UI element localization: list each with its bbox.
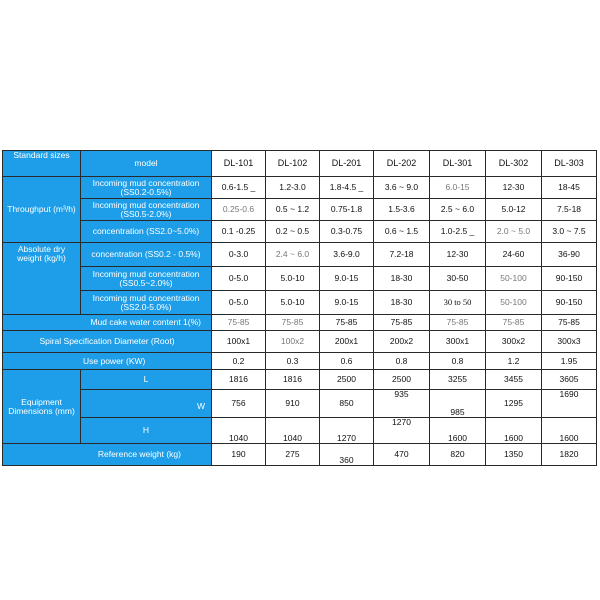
- table-cell: 1600: [542, 418, 597, 444]
- table-row: [3, 331, 597, 353]
- table-cell: 2500: [320, 370, 374, 390]
- table-cell: 0.5 ~ 1.2: [266, 199, 320, 221]
- table-cell: 2500: [374, 370, 430, 390]
- table-cell: 75-85: [212, 315, 266, 331]
- table-cell: 985: [430, 390, 486, 418]
- table-cell: 1.2: [486, 353, 542, 370]
- table-cell: 0.3-0.75: [320, 221, 374, 243]
- table-cell: 12-30: [486, 177, 542, 199]
- table-cell: 1816: [212, 370, 266, 390]
- row-label: Incoming mud concentration (SS0.5-2.0%): [81, 199, 212, 221]
- table-cell: 0.75-1.8: [320, 199, 374, 221]
- dimensions-group-label: Equipment Dimensions (mm): [3, 370, 81, 444]
- table-cell: 100x1: [212, 331, 266, 353]
- table-cell: 1600: [430, 418, 486, 444]
- model-header-cell: DL-101: [212, 151, 266, 177]
- model-header-cell: DL-202: [374, 151, 430, 177]
- table-cell: 1600: [486, 418, 542, 444]
- table-cell: 7.5-18: [542, 199, 597, 221]
- header-row: [3, 151, 597, 177]
- table-cell: 0.2 ~ 0.5: [266, 221, 320, 243]
- table-row: [3, 291, 597, 315]
- table-cell: 75-85: [430, 315, 486, 331]
- table-row: [3, 315, 597, 331]
- table-cell: 1.95: [542, 353, 597, 370]
- table-cell: 910: [266, 390, 320, 418]
- table-cell: 100x2: [266, 331, 320, 353]
- table-cell: 50-100: [486, 291, 542, 315]
- table-cell: 5.0-10: [266, 267, 320, 291]
- table-cell: 360: [320, 444, 374, 466]
- table-cell: 300x1: [430, 331, 486, 353]
- row-label: Reference weight (kg): [3, 444, 212, 466]
- table-cell: 1.2-3.0: [266, 177, 320, 199]
- model-header-cell: DL-301: [430, 151, 486, 177]
- table-cell: 18-45: [542, 177, 597, 199]
- table-cell: 1.8-4.5 _: [320, 177, 374, 199]
- model-header: model: [81, 151, 212, 177]
- table-cell: 0.8: [430, 353, 486, 370]
- model-header-cell: DL-302: [486, 151, 542, 177]
- throughput-group-label: Throughput (m³/h): [3, 177, 81, 243]
- table-cell: 470: [374, 444, 430, 466]
- table-cell: 75-85: [266, 315, 320, 331]
- table-cell: 9.0-15: [320, 291, 374, 315]
- table-cell: 1040: [212, 418, 266, 444]
- table-row: [3, 221, 597, 243]
- table-cell: 0.8: [374, 353, 430, 370]
- table-cell: 5.0-10: [266, 291, 320, 315]
- table-row: [3, 444, 597, 466]
- table-cell: 12-30: [430, 243, 486, 267]
- table-cell: 1820: [542, 444, 597, 466]
- row-label: concentration (SS0.2 - 0.5%): [81, 243, 212, 267]
- row-label: H: [81, 418, 212, 444]
- table-cell: 30-50: [430, 267, 486, 291]
- table-cell: 0-5.0: [212, 267, 266, 291]
- table-cell: 18-30: [374, 291, 430, 315]
- dry-weight-group-label: Absolute dry weight (kg/h): [3, 243, 81, 315]
- table-cell: 75-85: [486, 315, 542, 331]
- table-cell: 275: [266, 444, 320, 466]
- table-cell: 0.6-1.5 _: [212, 177, 266, 199]
- table-cell: 1270: [320, 418, 374, 444]
- model-header-cell: DL-102: [266, 151, 320, 177]
- table-cell: 2.0 ~ 5.0: [486, 221, 542, 243]
- row-label: Use power (KW): [3, 353, 212, 370]
- row-label: W: [81, 390, 212, 418]
- table-row: [3, 243, 597, 267]
- table-cell: 3.6-9.0: [320, 243, 374, 267]
- table-cell: 3.0 ~ 7.5: [542, 221, 597, 243]
- table-cell: 75-85: [320, 315, 374, 331]
- table-cell: 1.0-2.5 _: [430, 221, 486, 243]
- table-cell: 2.4 ~ 6.0: [266, 243, 320, 267]
- table-cell: 24-60: [486, 243, 542, 267]
- table-cell: 3.6 ~ 9.0: [374, 177, 430, 199]
- row-label: L: [81, 370, 212, 390]
- row-label: Incoming mud concentration (SS2.0-5.0%): [81, 291, 212, 315]
- table-row: [3, 199, 597, 221]
- table-cell: 5.0-12: [486, 199, 542, 221]
- row-label: concentration (SS2.0~5.0%): [81, 221, 212, 243]
- table-cell: 75-85: [374, 315, 430, 331]
- table-cell: 30 to 50: [430, 291, 486, 315]
- table-cell: 0.6: [320, 353, 374, 370]
- table-cell: 1295: [486, 390, 542, 418]
- table-cell: 1690: [542, 390, 597, 418]
- row-label: Incoming mud concentration (SS0.5~2.0%): [81, 267, 212, 291]
- table-cell: 36-90: [542, 243, 597, 267]
- table-cell: 0-3.0: [212, 243, 266, 267]
- table-cell: 0.6 ~ 1.5: [374, 221, 430, 243]
- table-cell: 300x2: [486, 331, 542, 353]
- table-row: [3, 370, 597, 390]
- model-header-cell: DL-303: [542, 151, 597, 177]
- table-cell: 935: [374, 390, 430, 418]
- corner-cell: Standard sizes: [3, 151, 81, 177]
- table-cell: 0-5.0: [212, 291, 266, 315]
- table-cell: 1270: [374, 418, 430, 444]
- table-cell: 0.3: [266, 353, 320, 370]
- table-cell: 850: [320, 390, 374, 418]
- table-cell: 3605: [542, 370, 597, 390]
- spec-table: [2, 150, 597, 466]
- table-cell: 820: [430, 444, 486, 466]
- table-cell: 2.5 ~ 6.0: [430, 199, 486, 221]
- row-label: Incoming mud concentration (SS0.2-0.5%): [81, 177, 212, 199]
- table-cell: 1040: [266, 418, 320, 444]
- table-row: [3, 390, 597, 418]
- table-cell: 18-30: [374, 267, 430, 291]
- table-cell: 90-150: [542, 291, 597, 315]
- table-cell: 756: [212, 390, 266, 418]
- model-header-cell: DL-201: [320, 151, 374, 177]
- table-cell: 200x1: [320, 331, 374, 353]
- table-cell: 50-100: [486, 267, 542, 291]
- table-cell: 300x3: [542, 331, 597, 353]
- table-cell: 1816: [266, 370, 320, 390]
- table-cell: 0.1 -0.25: [212, 221, 266, 243]
- table-cell: 3255: [430, 370, 486, 390]
- table-cell: 0.2: [212, 353, 266, 370]
- table-cell: 6.0-15: [430, 177, 486, 199]
- row-label: Mud cake water content 1(%): [3, 315, 212, 331]
- table-cell: 200x2: [374, 331, 430, 353]
- table-cell: 9.0-15: [320, 267, 374, 291]
- table-cell: 7.2-18: [374, 243, 430, 267]
- table-row: [3, 353, 597, 370]
- table-cell: 90-150: [542, 267, 597, 291]
- row-label: Spiral Specification Diameter (Root): [3, 331, 212, 353]
- table-cell: 0.25-0.6: [212, 199, 266, 221]
- table-row: [3, 177, 597, 199]
- table-cell: 3455: [486, 370, 542, 390]
- table-cell: 75-85: [542, 315, 597, 331]
- table-cell: 1.5-3.6: [374, 199, 430, 221]
- table-row: [3, 267, 597, 291]
- table-cell: 190: [212, 444, 266, 466]
- table-cell: 1350: [486, 444, 542, 466]
- table-row: [3, 418, 597, 444]
